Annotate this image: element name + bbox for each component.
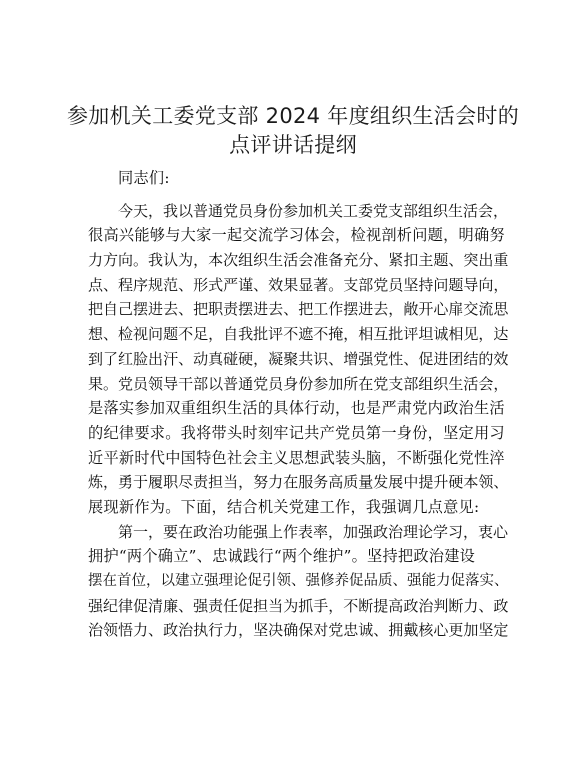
paragraph-2-line: 拥护“两个确立”、忠诚践行“两个维护”。坚持把政治建设 [88, 547, 476, 566]
paragraph-1-line: 炼，勇于履职尽责担当，努力在服务高质量发展中提升硬本领、 [88, 473, 509, 492]
paragraph-1-line: 想、检视问题不足，自我批评不遮不掩，相互批评坦诚相见，达 [88, 325, 509, 344]
paragraph-1-line: 力方向。我认为，本次组织生活会准备充分、紧扣主题、突出重 [88, 251, 509, 270]
document-body [88, 166, 508, 643]
paragraph-2-line: 第一，要在政治功能强上作表率，加强政治理论学习，衷心 [118, 522, 509, 541]
paragraph-2-line: 强纪律促清廉、强责任促担当为抓手，不断提高政治判断力、政 [88, 596, 509, 615]
paragraph-1-line: 点、程序规范、形式严谨、效果显著。支部党员坚持问题导向， [88, 275, 509, 294]
paragraph-1 [88, 199, 508, 520]
paragraph-1-line: 今天，我以普通党员身份参加机关工委党支部组织生活会， [118, 201, 509, 220]
title-line-2: 点评讲话提纲 [229, 133, 357, 157]
salutation: 同志们: [118, 169, 170, 187]
paragraph-1-line: 是落实参加双重组织生活的具体行动，也是严肃党内政治生活 [88, 399, 505, 418]
paragraph-2-line: 摆在首位，以建立强理论促引领、强修养促品质、强能力促落实、 [88, 573, 509, 589]
paragraph-1-line: 很高兴能够与大家一起交流学习体会，检视剖析问题，明确努 [88, 226, 505, 245]
paragraph-1-line: 的纪律要求。我将带头时刻牢记共产党员第一身份，坚定用习 [88, 423, 505, 442]
paragraph-1-line: 把自己摆进去、把职责摆进去、把工作摆进去，敞开心扉交流思 [88, 300, 509, 319]
paragraph-1-line: 展现新作为。下面，结合机关党建工作，我强调几点意见: [88, 497, 480, 516]
paragraph-1-line: 到了红脸出汗、动真碰硬，凝聚共识、增强党性、促进团结的效 [88, 349, 509, 368]
title-line-1: 参加机关工委党支部 2024 年度组织生活会时的 [67, 104, 519, 128]
paragraph-1-line: 果。党员领导干部以普通党员身份参加所在党支部组织生活会， [88, 374, 509, 393]
paragraph-2 [88, 520, 508, 643]
document-title [60, 102, 526, 160]
paragraph-gap [88, 191, 508, 199]
paragraph-2-line: 治领悟力、政治执行力，坚决确保对党忠诚、拥戴核心更加坚定 [88, 621, 509, 640]
paragraph-1-line: 近平新时代中国特色社会主义思想武装头脑，不断强化党性淬 [88, 448, 505, 467]
